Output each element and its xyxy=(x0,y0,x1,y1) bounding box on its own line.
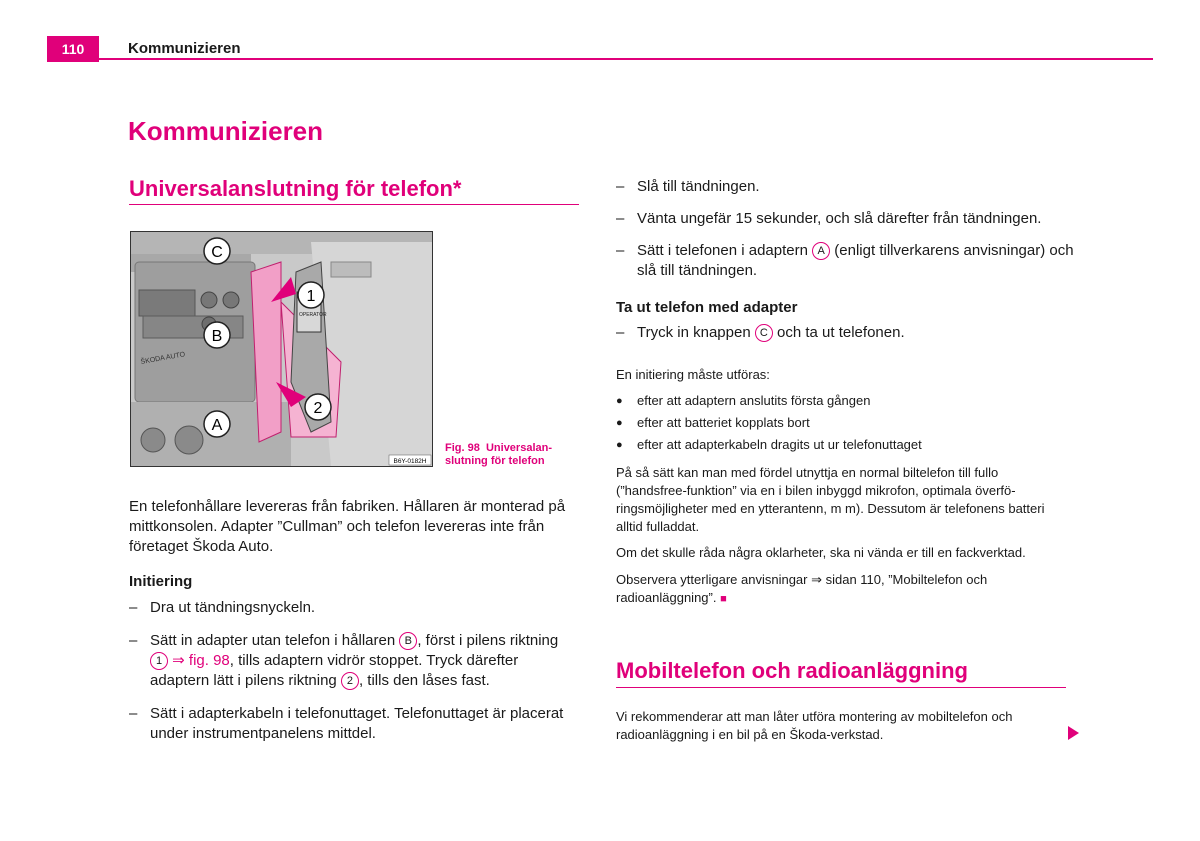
step-text: Tryck in knappen C och ta ut telefonen. xyxy=(637,324,905,341)
step-text: Sätt in adapter utan telefon i hållaren B , först i pilens riktning 1 ⇒ fig. 98, tills adaptern vidrör stoppet. Tryck därefter adaptern lätt i pilens riktning 2 , tills den låses fast. xyxy=(150,632,559,689)
step-text: Vänta ungefär 15 sekunder, och slå därefter från tändningen. xyxy=(637,210,1042,227)
step-text: Sätt i telefonen i adaptern A (enligt tillverkarens anvisningar) och slå till tändningen. xyxy=(637,242,1074,279)
figure-phone-holder xyxy=(130,231,433,467)
step-text: Sätt i adapterkabeln i telefonuttaget. Telefonuttaget är placerat under instrumentpanelens mittdel. xyxy=(150,705,564,742)
figure-link[interactable]: ⇒ fig. 98 xyxy=(172,652,230,669)
step-text: Dra ut tändningsnyckeln. xyxy=(150,599,316,616)
figure-label-b: B xyxy=(211,328,223,345)
page-title: Kommunizieren xyxy=(128,116,324,146)
list-item: ● efter att adapterkabeln dragits ut ur telefonuttaget xyxy=(616,437,922,452)
list-item: – Sätt in adapter utan telefon i hållaren B , först i pilens riktning 1 ⇒ fig. 98, tills adaptern vidrör stoppet. Tryck därefter adaptern lätt i pilens riktning 2 , tills den låses fast. xyxy=(129,631,579,691)
phone-screen-text: OPERATOR xyxy=(299,312,327,318)
list-item: – Sätt i adapterkabeln i telefonuttaget. Telefonuttaget är placerat under instrumentpanelens mittdel. xyxy=(129,704,579,744)
figure-label-a: A xyxy=(211,417,223,434)
callout-2: 2 xyxy=(341,672,359,690)
list-item: – Sätt i telefonen i adaptern A (enligt tillverkarens anvisningar) och slå till tändningen. xyxy=(616,241,1076,281)
section-title-universal: Universalanslutning för telefon* xyxy=(129,176,462,201)
step-text: Slå till tändningen. xyxy=(637,178,760,195)
figure-label-c: C xyxy=(211,244,223,261)
section-title-mobile: Mobiltelefon och radioanläggning xyxy=(616,658,968,683)
running-title: Kommunizieren xyxy=(128,40,241,57)
header-rule xyxy=(47,58,1153,60)
init-heading: Initiering xyxy=(129,573,193,590)
caption-line2: slutning för telefon xyxy=(445,455,545,467)
callout-a: A xyxy=(812,242,830,260)
figure-caption xyxy=(445,442,575,468)
caption-fig: Fig. 98 xyxy=(445,442,480,454)
init-steps xyxy=(129,598,579,744)
callout-c: C xyxy=(755,324,773,342)
init-note: En initiering måste utföras: xyxy=(616,367,770,382)
list-item: – Vänta ungefär 15 sekunder, och slå därefter från tändningen. xyxy=(616,210,1042,227)
remove-heading: Ta ut telefon med adapter xyxy=(616,299,798,316)
continue-arrow-icon xyxy=(1068,726,1079,740)
paragraph-workshop: Om det skulle råda några oklarheter, ska ni vända er till en fackverktad. xyxy=(616,545,1026,560)
remove-step xyxy=(616,323,1076,343)
paragraph-mobile: Vi rekommenderar att man låter utföra montering av mobiltelefon och radioanläggning i en bil på en Škoda-verkstad. xyxy=(616,709,1013,742)
bullet-list xyxy=(616,392,1066,454)
panel-logo-text: ŠKODA AUTO xyxy=(140,351,186,366)
phone-holder-illustration xyxy=(131,232,432,466)
list-item: – Tryck in knappen C och ta ut telefonen. xyxy=(616,324,905,341)
list-item: – Dra ut tändningsnyckeln. xyxy=(129,599,316,616)
intro-paragraph: En telefonhållare levereras från fabriken. Hållaren är monterad på mittkonsolen. Adapter ”Cullman” och telefon levereras inte från företaget Škoda Auto. xyxy=(129,498,566,555)
figure-label-2: 2 xyxy=(313,400,323,417)
callout-1: 1 xyxy=(150,652,168,670)
page-number: 110 xyxy=(47,36,99,62)
list-item: ● efter att adaptern anslutits första gången xyxy=(616,393,871,408)
callout-b: B xyxy=(399,632,417,650)
right-steps xyxy=(616,177,1076,281)
figure-code: B6Y-0182H xyxy=(393,458,427,465)
paragraph-reference: Observera ytterligare anvisningar ⇒ sidan 110, ”Mobiltelefon och radioanläggning”. ■ xyxy=(616,572,988,605)
caption-line1: Universalan- xyxy=(485,442,552,454)
paragraph-handsfree: På så sätt kan man med fördel utnyttja en normal biltelefon till fullo (”handsfree-funktion” via en i bilen inbyggd mikrofon, optimala överfö-ringsmöjligheter med en ytterantenn, m m). Dessutom är telefonens batteri alltid fulladdat. xyxy=(616,465,1045,534)
list-item: ● efter att batteriet kopplats bort xyxy=(616,415,810,430)
figure-label-1: 1 xyxy=(306,288,316,305)
section-rule xyxy=(616,687,1066,688)
end-mark-icon: ■ xyxy=(720,593,727,605)
list-item: – Slå till tändningen. xyxy=(616,178,760,195)
section-rule xyxy=(129,204,579,205)
